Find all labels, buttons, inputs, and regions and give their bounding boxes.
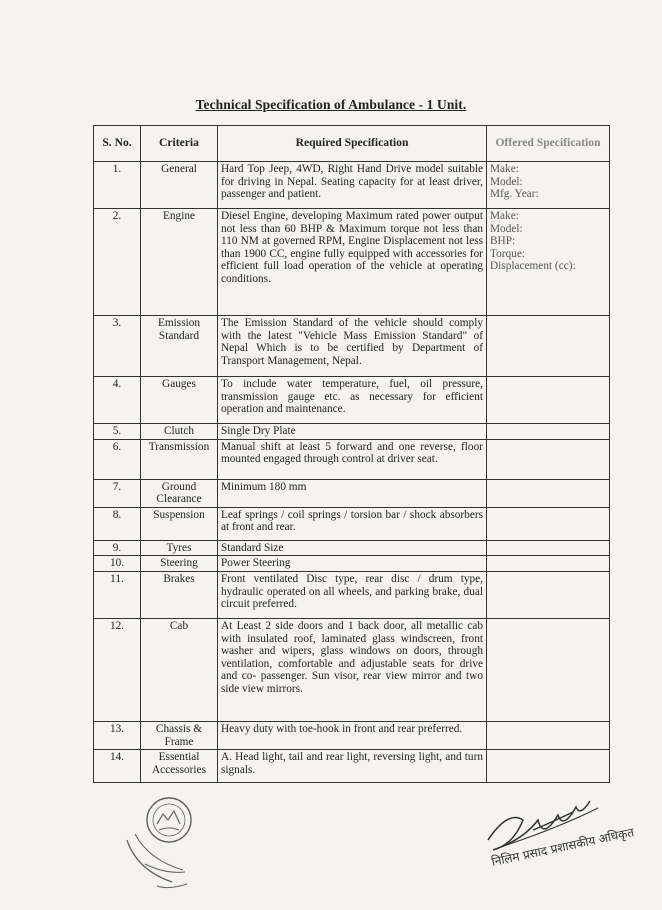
header-criteria: Criteria [141, 126, 218, 162]
office-seal [117, 790, 227, 900]
row-criteria: Clutch [141, 424, 218, 440]
row-required-spec: Hard Top Jeep, 4WD, Right Hand Drive model suitable for driving in Nepal. Seating capacity for at least driver, passenger and patient. [218, 162, 487, 209]
row-sno: 6. [94, 439, 141, 479]
table-header-row [94, 126, 610, 162]
row-sno: 9. [94, 540, 141, 556]
table-row [94, 377, 610, 424]
row-criteria: Cab [141, 618, 218, 721]
row-criteria: Gauges [141, 377, 218, 424]
row-offered-spec [487, 571, 610, 618]
row-sno: 14. [94, 750, 141, 783]
table-row [94, 479, 610, 507]
row-sno: 7. [94, 479, 141, 507]
row-required-spec: The Emission Standard of the vehicle should comply with the latest "Vehicle Mass Emission Standard" of Nepal Which is to be certified by Department of Transport Management, Nepal. [218, 316, 487, 377]
table-row [94, 439, 610, 479]
offered-field-label: Torque: [490, 247, 525, 260]
table-row [94, 209, 610, 316]
row-offered-spec [487, 618, 610, 721]
offered-field-label: Make: [490, 163, 519, 175]
row-required-spec: A. Head light, tail and rear light, reversing light, and turn signals. [218, 750, 487, 783]
row-offered-spec [487, 316, 610, 377]
row-sno: 11. [94, 571, 141, 618]
offered-field-label: Model: [490, 222, 523, 235]
row-required-spec: At Least 2 side doors and 1 back door, all metallic cab with insulated roof, laminated glass windscreen, front washer and wipers, glass windows on doors, through ventilation, comfortable and adjustable seats for drive and co- passenger. Sun visor, rear view mirror and two side view mirrors. [218, 618, 487, 721]
row-required-spec: Heavy duty with toe-hook in front and rear preferred. [218, 721, 487, 749]
row-required-spec: Leaf springs / coil springs / torsion bar / shock absorbers at front and rear. [218, 507, 487, 540]
header-required: Required Specification [218, 126, 487, 162]
row-offered-spec [487, 424, 610, 440]
table-row [94, 556, 610, 572]
row-criteria: Essential Accessories [141, 750, 218, 783]
row-required-spec: To include water temperature, fuel, oil pressure, transmission gauge etc. as necessary for efficient operation and maintenance. [218, 377, 487, 424]
table-row [94, 750, 610, 783]
row-required-spec: Minimum 180 mm [218, 479, 487, 507]
row-required-spec: Front ventilated Disc type, rear disc / drum type, hydraulic operated on all wheels, and parking brake, dual circuit preferred. [218, 571, 487, 618]
offered-field-label: Mfg. Year: [490, 188, 539, 201]
table-row [94, 424, 610, 440]
table-row [94, 618, 610, 721]
row-offered-spec [487, 479, 610, 507]
row-criteria: Tyres [141, 540, 218, 556]
row-offered-spec [487, 540, 610, 556]
row-required-spec: Diesel Engine, developing Maximum rated power output not less than 60 BHP & Maximum torque not less than 110 NM at governed RPM, Engine Displacement not less than 1900 CC, engine fully equipped with accessories for efficient full load operation of the vehicle at operating conditions. [218, 209, 487, 316]
row-criteria: Emission Standard [141, 316, 218, 377]
row-sno: 13. [94, 721, 141, 749]
offered-field-label: BHP: [490, 235, 516, 248]
page-title: Technical Specification of Ambulance - 1 Unit. [195, 97, 467, 112]
row-sno: 4. [94, 377, 141, 424]
row-sno: 2. [94, 209, 141, 316]
row-criteria: Ground Clearance [141, 479, 218, 507]
row-offered-spec [487, 209, 610, 316]
row-criteria: Suspension [141, 507, 218, 540]
row-required-spec: Standard Size [218, 540, 487, 556]
table-row [94, 571, 610, 618]
offered-field-label: Displacement (cc): [490, 260, 576, 273]
spec-table [93, 125, 610, 783]
row-offered-spec [487, 162, 610, 209]
row-criteria: General [141, 162, 218, 209]
table-row [94, 162, 610, 209]
offered-field-label: Make: [490, 210, 519, 222]
row-offered-spec [487, 721, 610, 749]
row-criteria: Engine [141, 209, 218, 316]
row-required-spec: Power Steering [218, 556, 487, 572]
row-sno: 3. [94, 316, 141, 377]
row-offered-spec [487, 556, 610, 572]
table-row [94, 721, 610, 749]
row-sno: 1. [94, 162, 141, 209]
signature-title: निलिम प्रसाद प्रशासकीय अधिकृत [490, 825, 636, 869]
row-required-spec: Manual shift at least 5 forward and one reverse, floor mounted engaged through control at driver seat. [218, 439, 487, 479]
header-sno: S. No. [94, 126, 141, 162]
row-sno: 10. [94, 556, 141, 572]
header-offered: Offered Specification [487, 126, 610, 162]
row-sno: 8. [94, 507, 141, 540]
row-offered-spec [487, 377, 610, 424]
table-row [94, 540, 610, 556]
row-sno: 5. [94, 424, 141, 440]
row-criteria: Steering [141, 556, 218, 572]
row-offered-spec [487, 750, 610, 783]
row-criteria: Chassis & Frame [141, 721, 218, 749]
row-offered-spec [487, 439, 610, 479]
row-criteria: Brakes [141, 571, 218, 618]
row-sno: 12. [94, 618, 141, 721]
row-criteria: Transmission [141, 439, 218, 479]
table-row [94, 316, 610, 377]
offered-field-label: Model: [490, 175, 523, 188]
row-offered-spec [487, 507, 610, 540]
row-required-spec: Single Dry Plate [218, 424, 487, 440]
table-row [94, 507, 610, 540]
